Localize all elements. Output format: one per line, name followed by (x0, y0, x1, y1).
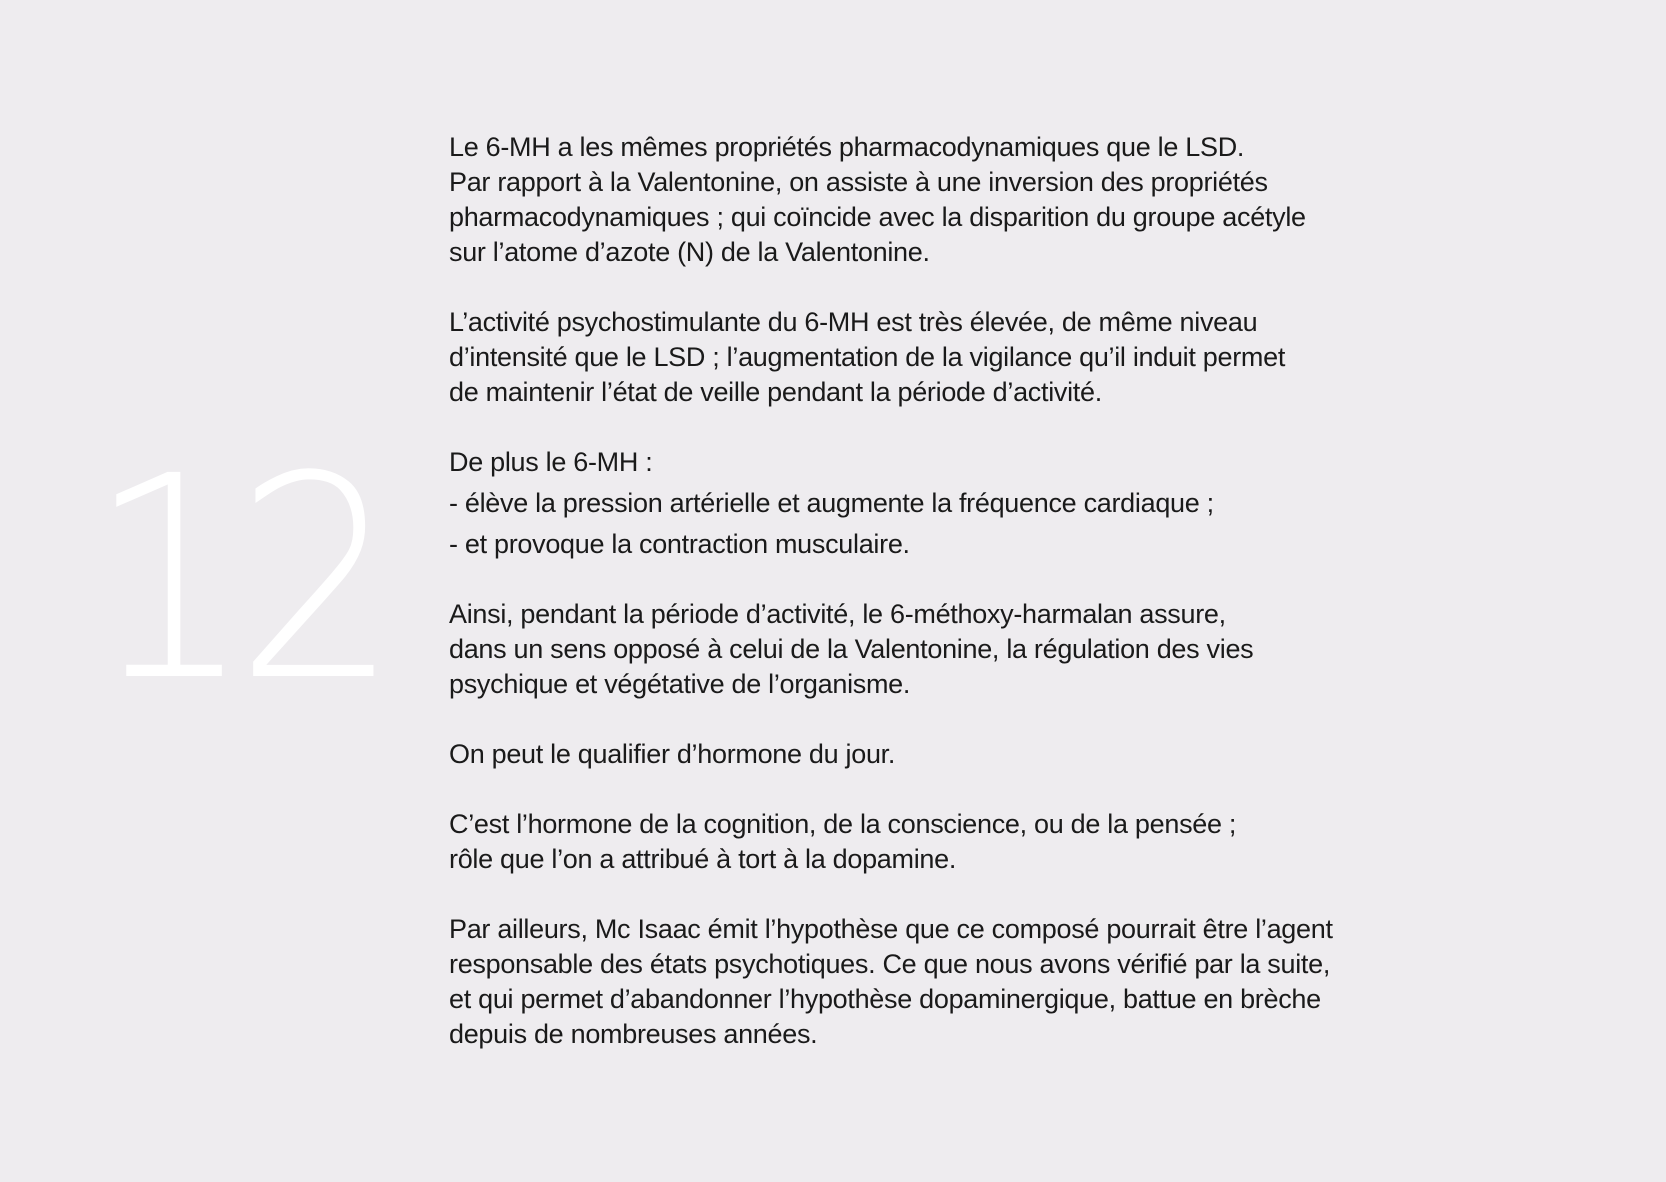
paragraph-psychostimulant (449, 305, 1549, 410)
paragraph-hypothesis (449, 912, 1549, 1052)
text-line: responsable des états psychotiques. Ce que nous avons vérifié par la suite, (449, 949, 1331, 979)
text-line: pharmacodynamiques ; qui coïncide avec la disparition du groupe acétyle (449, 202, 1306, 232)
text-line: L’activité psychostimulante du 6-MH est très élevée, de même niveau (449, 307, 1258, 337)
list-intro: De plus le 6-MH : (449, 447, 653, 477)
paragraph-pharmacodynamics (449, 130, 1549, 270)
text-line: rôle que l’on a attribué à tort à la dopamine. (449, 844, 957, 874)
text-line: On peut le qualifier d’hormone du jour. (449, 739, 896, 769)
paragraph-regulation (449, 597, 1549, 702)
text-line: et qui permet d’abandonner l’hypothèse dopaminergique, battue en brèche (449, 984, 1321, 1014)
paragraph-cognition (449, 807, 1549, 877)
paragraph-effects-list (449, 445, 1549, 562)
text-line: de maintenir l’état de veille pendant la période d’activité. (449, 377, 1102, 407)
text-line: d’intensité que le LSD ; l’augmentation de la vigilance qu’il induit permet (449, 342, 1286, 372)
text-line: sur l’atome d’azote (N) de la Valentonine. (449, 237, 930, 267)
paragraph-day-hormone (449, 737, 1549, 772)
text-line: Ainsi, pendant la période d’activité, le 6-méthoxy-harmalan assure, (449, 599, 1226, 629)
page-number: 12 (88, 417, 383, 743)
text-line: Le 6-MH a les mêmes propriétés pharmacodynamiques que le LSD. (449, 132, 1245, 162)
list-item: - élève la pression artérielle et augmente la fréquence cardiaque ; (449, 488, 1214, 518)
text-line: depuis de nombreuses années. (449, 1019, 818, 1049)
text-line: C’est l’hormone de la cognition, de la conscience, ou de la pensée ; (449, 809, 1237, 839)
text-line: dans un sens opposé à celui de la Valentonine, la régulation des vies (449, 634, 1254, 664)
text-line: Par rapport à la Valentonine, on assiste à une inversion des propriétés (449, 167, 1268, 197)
text-line: psychique et végétative de l’organisme. (449, 669, 911, 699)
list-item: - et provoque la contraction musculaire. (449, 529, 910, 559)
body-text (449, 130, 1549, 1087)
text-line: Par ailleurs, Mc Isaac émit l’hypothèse que ce composé pourrait être l’agent (449, 914, 1333, 944)
